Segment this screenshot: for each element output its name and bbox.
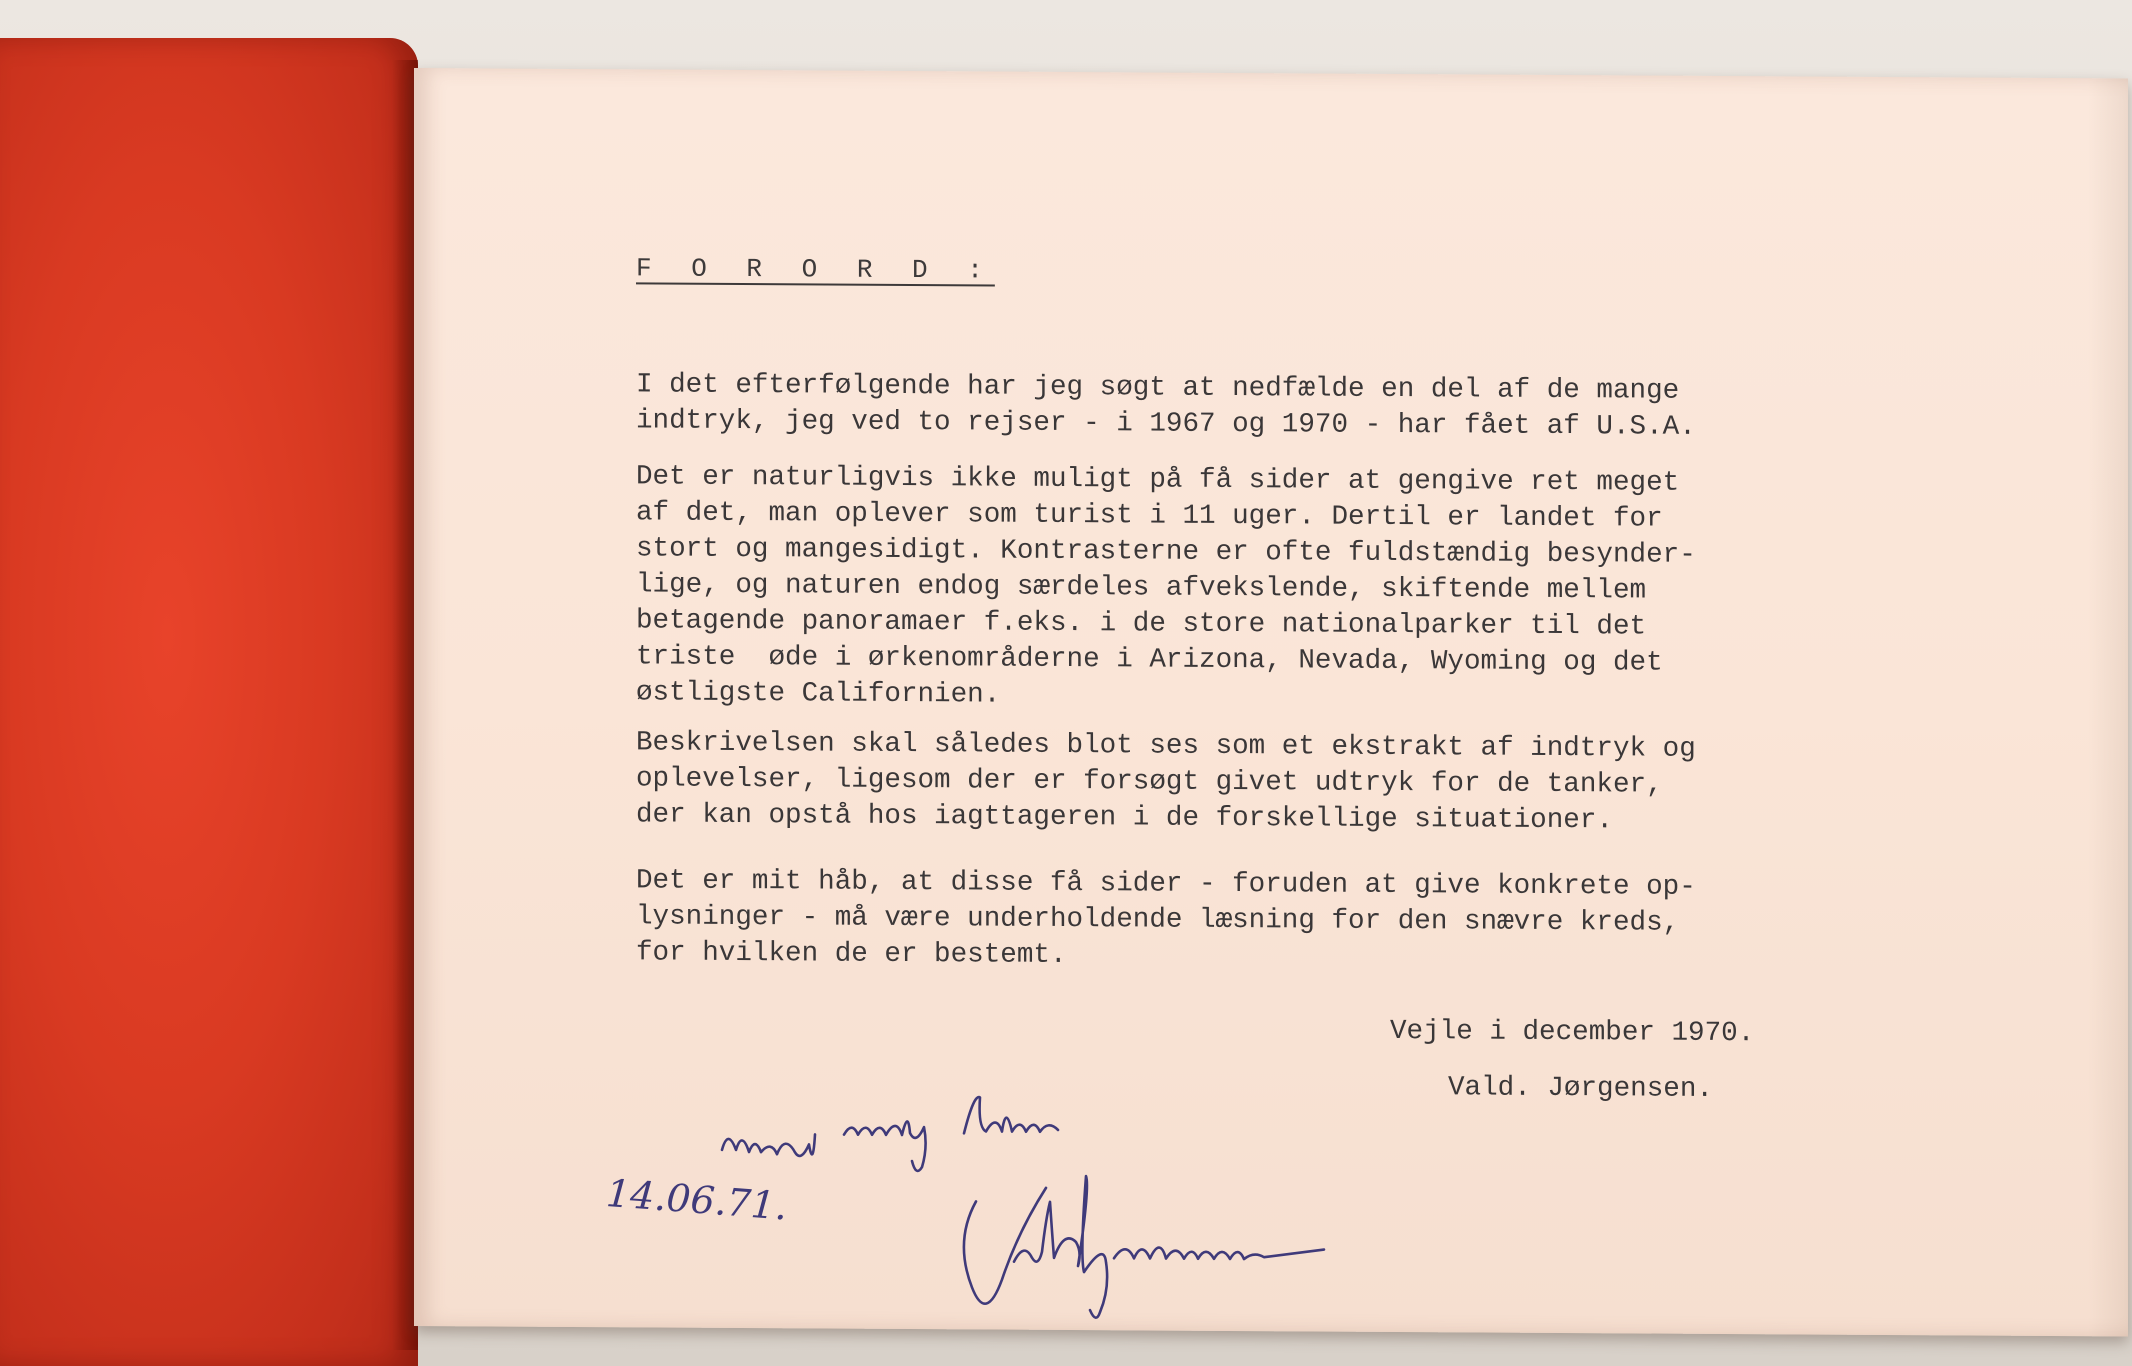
text-line: triste øde i ørkenområderne i Arizona, Nevada, Wyoming og det	[636, 641, 1663, 679]
text-line: af det, man oplever som turist i 11 uger. Dertil er landet for	[636, 497, 1663, 535]
text-line: Beskrivelsen skal således blot ses som et ekstrakt af indtryk og	[636, 727, 1696, 765]
text-line: Det er naturligvis ikke muligt på få sider at gengive ret meget	[636, 461, 1680, 499]
book-cover	[0, 38, 418, 1366]
paragraph-2	[636, 459, 1896, 719]
signature-scrawl	[1014, 1176, 1107, 1318]
text-line: lysninger - må være underholdende læsning for den snævre kreds,	[636, 901, 1680, 939]
greeting-scrawl	[722, 1134, 815, 1156]
signature-scrawl	[964, 1187, 1046, 1304]
signature-scrawl	[1114, 1247, 1324, 1259]
text-line: østligste Californien.	[636, 677, 1001, 711]
paragraph-4	[636, 863, 1896, 979]
text-line: Det er mit håb, at disse få sider - foruden at give konkrete op-	[636, 865, 1696, 903]
book-page	[414, 68, 2128, 1336]
foreword-heading: F O R O R D :	[636, 253, 995, 286]
greeting-scrawl	[844, 1121, 926, 1171]
text-line: I det efterfølgende har jeg søgt at nedfælde en del af de mange	[636, 369, 1680, 407]
paragraph-1	[636, 367, 1896, 447]
greeting-scrawl	[964, 1097, 1058, 1134]
handwritten-date: 14.06.71.	[604, 1170, 789, 1229]
place-and-date: Vejle i december 1970.	[1390, 1015, 1755, 1050]
text-line: oplevelser, ligesom der er forsøgt givet udtryk for de tanker,	[636, 763, 1663, 801]
paragraph-3	[636, 725, 1896, 841]
typed-author-name: Vald. Jørgensen.	[1448, 1072, 1713, 1105]
text-line: lige, og naturen endog særdeles afvekslende, skiftende mellem	[636, 569, 1647, 607]
text-line: for hvilken de er bestemt.	[636, 937, 1067, 971]
text-line: stort og mangesidigt. Kontrasterne er ofte fuldstændig besynder-	[636, 533, 1696, 571]
text-line: betagende panoramaer f.eks. i de store nationalparker til det	[636, 605, 1647, 643]
text-line: der kan opstå hos iagttageren i de forskellige situationer.	[636, 799, 1613, 837]
text-line: indtryk, jeg ved to rejser - i 1967 og 1970 - har fået af U.S.A.	[636, 405, 1696, 443]
